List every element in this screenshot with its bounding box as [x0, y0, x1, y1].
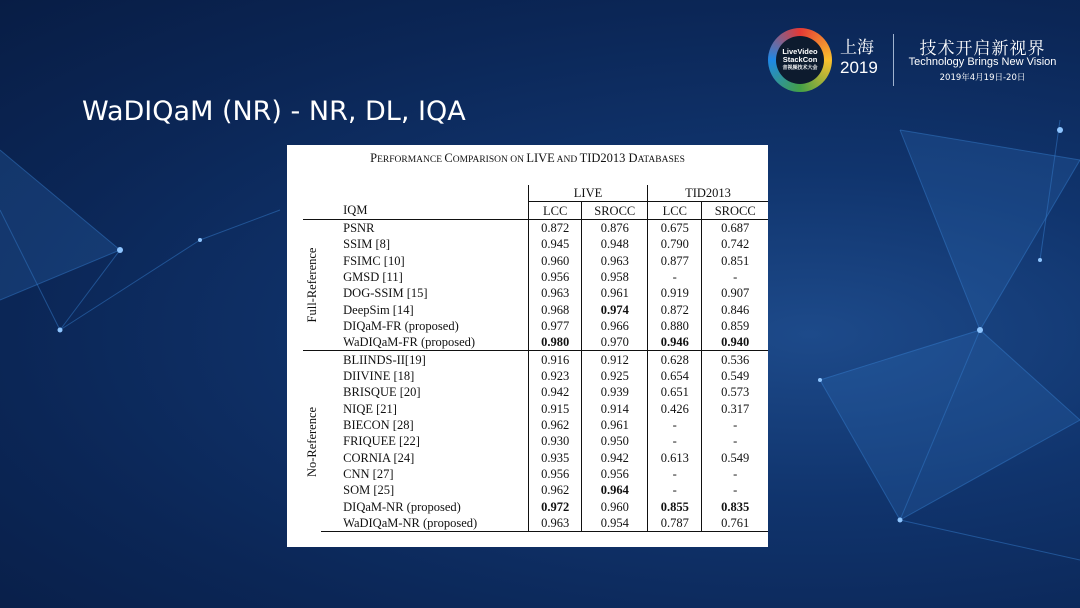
header-group-live: LIVE [528, 185, 647, 202]
metric-value: 0.651 [648, 384, 702, 400]
caption-part: LIVE [526, 151, 555, 165]
table-row [303, 466, 768, 482]
metric-value: 0.876 [582, 219, 648, 236]
table-row [303, 515, 768, 532]
caption-part: TID2013 D [579, 151, 638, 165]
header-spacer [303, 202, 321, 219]
badge-line-3: 音视频技术大会 [782, 65, 818, 71]
method-name: SSIM [8] [343, 237, 391, 252]
header-srocc: SROCC [582, 202, 648, 219]
caption-part: C [444, 151, 453, 165]
metric-value: 0.956 [582, 466, 648, 482]
metric-value: 0.923 [528, 368, 582, 384]
metric-value: 0.846 [702, 301, 768, 317]
caption-part: AND [554, 155, 580, 165]
metric-value: - [702, 417, 768, 433]
metric-value: 0.939 [582, 384, 648, 400]
metric-value: 0.956 [528, 466, 582, 482]
metric-value: 0.787 [648, 515, 702, 532]
metric-value: 0.536 [702, 351, 768, 368]
metric-value: 0.687 [702, 219, 768, 236]
metric-value: - [702, 433, 768, 449]
section-label: No-Reference [305, 406, 320, 477]
metric-value: 0.930 [528, 433, 582, 449]
metric-value: 0.946 [648, 334, 702, 351]
metric-value: 0.958 [582, 269, 648, 285]
metric-value: 0.872 [528, 219, 582, 236]
section-label-cell [303, 351, 321, 532]
metric-value: 0.919 [648, 285, 702, 301]
performance-table [303, 185, 768, 532]
metric-value: 0.790 [648, 236, 702, 252]
metric-value: 0.945 [528, 236, 582, 252]
metric-value: 0.573 [702, 384, 768, 400]
metric-value: 0.613 [648, 450, 702, 466]
metric-value: - [702, 269, 768, 285]
metric-value: 0.948 [582, 236, 648, 252]
header-group-row [303, 185, 768, 202]
logo-divider [893, 34, 894, 86]
metric-value: 0.742 [702, 236, 768, 252]
table-row [303, 499, 768, 515]
metric-value: 0.970 [582, 334, 648, 351]
metric-value: - [648, 466, 702, 482]
metric-value: 0.942 [528, 384, 582, 400]
method-name: BRISQUE [20] [343, 385, 421, 400]
tagline-chinese: 技术开启新视界 [919, 39, 1046, 59]
method-name: WaDIQaM-FR (proposed) [343, 335, 476, 350]
metric-value: 0.675 [648, 219, 702, 236]
method-name: DOG-SSIM [15] [343, 286, 428, 301]
table-row [303, 318, 768, 334]
metric-value: 0.980 [528, 334, 582, 351]
table-row [303, 285, 768, 301]
metric-value: 0.916 [528, 351, 582, 368]
table-row [303, 301, 768, 317]
header-srocc: SROCC [702, 202, 768, 219]
method-name: CORNIA [24] [343, 450, 415, 465]
table-row [303, 384, 768, 400]
section-label-cell [303, 219, 321, 351]
metric-value: 0.954 [582, 515, 648, 532]
method-name: BIECON [28] [343, 417, 414, 432]
metric-value: - [702, 466, 768, 482]
metric-value: 0.549 [702, 450, 768, 466]
caption-part: ERFORMANCE [377, 155, 445, 165]
table-row [303, 236, 768, 252]
header-spacer [321, 185, 528, 202]
metric-value: 0.961 [582, 285, 648, 301]
results-table-image [287, 145, 768, 547]
table-row [303, 433, 768, 449]
table-row [303, 368, 768, 384]
caption-part: P [370, 151, 378, 165]
metric-value: 0.942 [582, 450, 648, 466]
metric-value: 0.851 [702, 252, 768, 268]
metric-value: 0.960 [528, 252, 582, 268]
metric-value: 0.974 [582, 301, 648, 317]
method-name: PSNR [343, 220, 375, 235]
header-lcc: LCC [648, 202, 702, 219]
metric-value: 0.914 [582, 400, 648, 416]
tagline-english: Technology Brings New Vision [908, 56, 1057, 68]
method-name: DIQaM-FR (proposed) [343, 318, 459, 333]
method-name: SOM [25] [343, 483, 395, 498]
conference-year: 2019 [840, 58, 878, 77]
conference-city: 上海 [840, 38, 874, 57]
conference-logo-text [776, 36, 824, 84]
caption-part: ATABASES [637, 155, 685, 165]
metric-value: 0.963 [528, 515, 582, 532]
metric-value: 0.966 [582, 318, 648, 334]
caption-part: OMPARISON ON [452, 155, 527, 165]
metric-value: 0.962 [528, 417, 582, 433]
metric-value: 0.880 [648, 318, 702, 334]
metric-value: 0.964 [582, 482, 648, 498]
table-row [303, 334, 768, 351]
method-name: FRIQUEE [22] [343, 434, 420, 449]
table-row [303, 400, 768, 416]
metric-value: 0.859 [702, 318, 768, 334]
table-row [303, 351, 768, 368]
metric-value: 0.968 [528, 301, 582, 317]
method-name: DIQaM-NR (proposed) [343, 499, 461, 514]
metric-value: 0.915 [528, 400, 582, 416]
section-label: Full-Reference [305, 247, 320, 323]
metric-value: 0.940 [702, 334, 768, 351]
metric-value: 0.950 [582, 433, 648, 449]
table-row [303, 450, 768, 466]
header-lcc: LCC [528, 202, 582, 219]
metric-value: 0.761 [702, 515, 768, 532]
conference-date: 2019年4月19日-20日 [939, 73, 1026, 83]
method-name: DeepSim [14] [343, 302, 414, 317]
metric-value: 0.956 [528, 269, 582, 285]
metric-value: 0.549 [702, 368, 768, 384]
method-name: WaDIQaM-NR (proposed) [321, 515, 528, 532]
metric-value: 0.963 [528, 285, 582, 301]
method-name: NIQE [21] [343, 401, 397, 416]
header-group-tid2013: TID2013 [648, 185, 768, 202]
metric-value: 0.960 [582, 499, 648, 515]
header-iqm: IQM [321, 202, 528, 219]
metric-value: 0.317 [702, 400, 768, 416]
metric-value: 0.972 [528, 499, 582, 515]
metric-value: 0.963 [582, 252, 648, 268]
method-name: CNN [27] [343, 467, 394, 482]
metric-value: 0.835 [702, 499, 768, 515]
table-row [303, 252, 768, 268]
conference-location [840, 38, 878, 78]
metric-value: - [648, 433, 702, 449]
header-column-row [303, 202, 768, 219]
metric-value: 0.907 [702, 285, 768, 301]
slide-title: WaDIQaM (NR) - NR, DL, IQA [82, 96, 466, 127]
metric-value: 0.912 [582, 351, 648, 368]
metric-value: 0.855 [648, 499, 702, 515]
table-caption [287, 151, 768, 166]
table-row [303, 269, 768, 285]
metric-value: 0.962 [528, 482, 582, 498]
metric-value: 0.426 [648, 400, 702, 416]
metric-value: - [648, 269, 702, 285]
badge-line-2: StackCon [782, 55, 818, 64]
metric-value: 0.935 [528, 450, 582, 466]
table-row [303, 219, 768, 236]
badge-line-1: LiveVideo [782, 47, 818, 56]
metric-value: - [702, 482, 768, 498]
method-name: FSIMC [10] [343, 253, 405, 268]
method-name: DIIVINE [18] [343, 368, 415, 383]
metric-value: 0.654 [648, 368, 702, 384]
metric-value: 0.872 [648, 301, 702, 317]
metric-value: 0.925 [582, 368, 648, 384]
header-spacer [303, 185, 321, 202]
metric-value: 0.977 [528, 318, 582, 334]
conference-logo-badge [768, 28, 832, 92]
method-name: GMSD [11] [343, 269, 403, 284]
metric-value: 0.628 [648, 351, 702, 368]
method-name: BLIINDS-II[19] [321, 351, 528, 368]
table-row [303, 482, 768, 498]
metric-value: - [648, 417, 702, 433]
metric-value: - [648, 482, 702, 498]
metric-value: 0.961 [582, 417, 648, 433]
table-row [303, 417, 768, 433]
metric-value: 0.877 [648, 252, 702, 268]
